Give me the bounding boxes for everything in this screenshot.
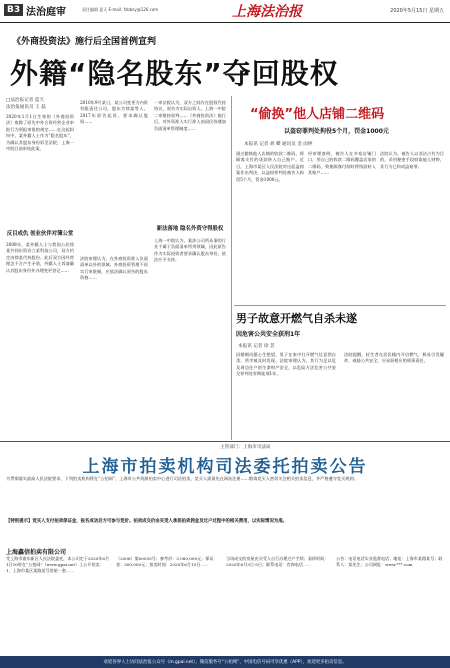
notice-special-tip: 【特别提示】竞买人支付拍卖保证金，报名成功后方可参与竞价。拍卖成交价由买受人承担拍卖佣金及过户过程中的相关费用，以实际情况为准。 [6, 519, 288, 524]
lead-col3-intro: 一审法院认为，双方之间存在股权代持协议，原告为实际出资人。上海一中院二审维持原判……《外商投资法》施行后，对外资准入实行准入前国民待遇加负面清单管理制度…… [154, 100, 226, 131]
side-para1: 通过偷换他人店铺的收款二维码，将顾客支付的货款转入自己账户。近日，上海市某区人民法院对这起盗窃案作出判决，以盗窃罪判处被告人拘役5个月，罚金1000元。 [236, 151, 304, 182]
lead-col3-subhead: 新法落地 隐名外资守得股权 [156, 226, 224, 232]
lead-col2-para1: 2010年9月某日，某公司变更为内资有限责任公司，股东为徐某等人。2017年原告起诉，要求确认股权…… [80, 100, 148, 125]
second-para2: 法院提醒，轻生者在居民楼内开启燃气，极易引发爆炸，威胁公共安全，应承担相应的刑事责任。 [344, 352, 444, 364]
notice-col3: 当场成交的房屋由买受人自行办理过户手续；看样时间：2020年6月3日-5日；联系电话：咨询电话…… [226, 556, 329, 567]
column-rule [231, 96, 232, 440]
paper-logo: 上海法治报 [232, 4, 302, 20]
side-headline: “偷换”他人店铺二维码 [250, 107, 385, 122]
notice-intro: 为贯彻落实最高人民法院要求，下列拍卖机构将在“公拍网”、上海市公共资源拍卖中心进行司法拍卖，竞买人需预先在网站注册……敬请竞买人密切关注相关拍卖信息，并严格遵守竞买规则。 [6, 476, 358, 481]
side-subhead: 以盗窃罪判处拘役5个月，罚金1000元 [284, 128, 389, 135]
lead-col3-para: 上海一中院认为，案涉公司所从事的行业不属于负面清单所列领域，因此原告作为实际投资者要求确认股东身份，依法应予支持。 [154, 238, 226, 263]
side-para2: 经审理查明，被告人在多家店铺门口，用自己的收款二维码覆盖店家的二维码，致使顾客付款时将钱款转入其账户…… [308, 151, 376, 176]
second-subhead: 因危害公共安全获刑1年 [236, 331, 301, 338]
lead-col2-para2: 法院审理认为，在外商投资准入负面清单以外的领域，外商投资管理不再实行审批制，应依法确认原告的股东资格…… [80, 256, 148, 281]
notice-title: 上海市拍卖机构司法委托拍卖公告 [82, 457, 368, 477]
notice-col2: （2008）第00035号；参考价：3,080,000元；保证金：300,000元；拍卖时间：2020年6月10日…… [116, 556, 214, 567]
auction-company: 上海鑫信拍卖有限公司 [6, 549, 67, 556]
lead-headline: 外籍“隐名股东”夺回股权 [10, 57, 339, 90]
lead-col1-para2: 2008年，某外籍人士与我国公民徐某共同出资设立某科技公司，双方约定由徐某代持股份。此后双方因经营理念不合产生矛盾，外籍人士诉请确认其股东身份并办理变更登记…… [6, 242, 74, 273]
notice-col1: 受上海市浦东新区人民法院委托，本公司定于2020年6月1日10时在“公拍网”（www.gpai.net）上公开拍卖：1、上海市某区某路某号房屋一套…… [6, 556, 110, 573]
lead-byline: □法治报记者 夏天 法治报通讯员 王 磊 [6, 98, 46, 110]
second-headline: 男子故意开燃气自杀未遂 [236, 312, 357, 325]
notice-divider [0, 441, 450, 442]
masthead [0, 0, 450, 23]
issue-date: 2020年5月15日 星期五 [390, 8, 444, 14]
section-title: 法治庭审 [26, 7, 66, 18]
notice-authority: 主管部门：上海市司法局 [220, 445, 271, 450]
side-byline: 本报讯 记者 胡 蝶 通讯员 金 雨婷 [244, 142, 313, 147]
lead-col1-para1: 2020年1月1日生效的《外商投资法》废除了原先中外合资经营企业审批行为须报审批的规定……在这起纠纷中，某外籍人士作为“隐名股东”，为确认其股东身份诉至法院，上海一中院日前审结此案。 [6, 114, 74, 152]
second-byline: 本报讯 记者 徐 荟 [238, 344, 275, 349]
page-number: B3 [4, 4, 23, 16]
footer-bar [0, 656, 450, 668]
side-para3: 法院认为，被告人以非法占有为目的，采用秘密手段窃取他人财物，其行为已构成盗窃罪。 [380, 151, 444, 169]
section-divider [234, 305, 446, 306]
editor-info: 责任编辑 夏天 E-mail: fzbbsy@126.com [82, 7, 159, 12]
lead-col1-subhead: 反目成仇 创业伙伴对簿公堂 [6, 231, 74, 237]
second-para1: 因婚姻问题心生绝望，男子在家中打开燃气灶意图自杀，所幸被及时发现。法院审理认为，其行为足以危及周边住户的生命财产安全，以危险方法危害公共安全罪判处有期徒刑1年。 [236, 352, 336, 377]
lead-kicker: 《外商投资法》施行后全国首例宣判 [12, 37, 157, 47]
footer-text: 欢迎各界人士访问法治报公众号（m.gpai.net），微信服务号“公拍网”、中国电信号码可享优惠（APP），欢迎更多拍卖信息。 [103, 660, 347, 665]
notice-col4: 公告：电话电话实业监督电话；地址：上海市某路某号；联系人：某先生；公司网址：www.***.com [336, 556, 443, 567]
